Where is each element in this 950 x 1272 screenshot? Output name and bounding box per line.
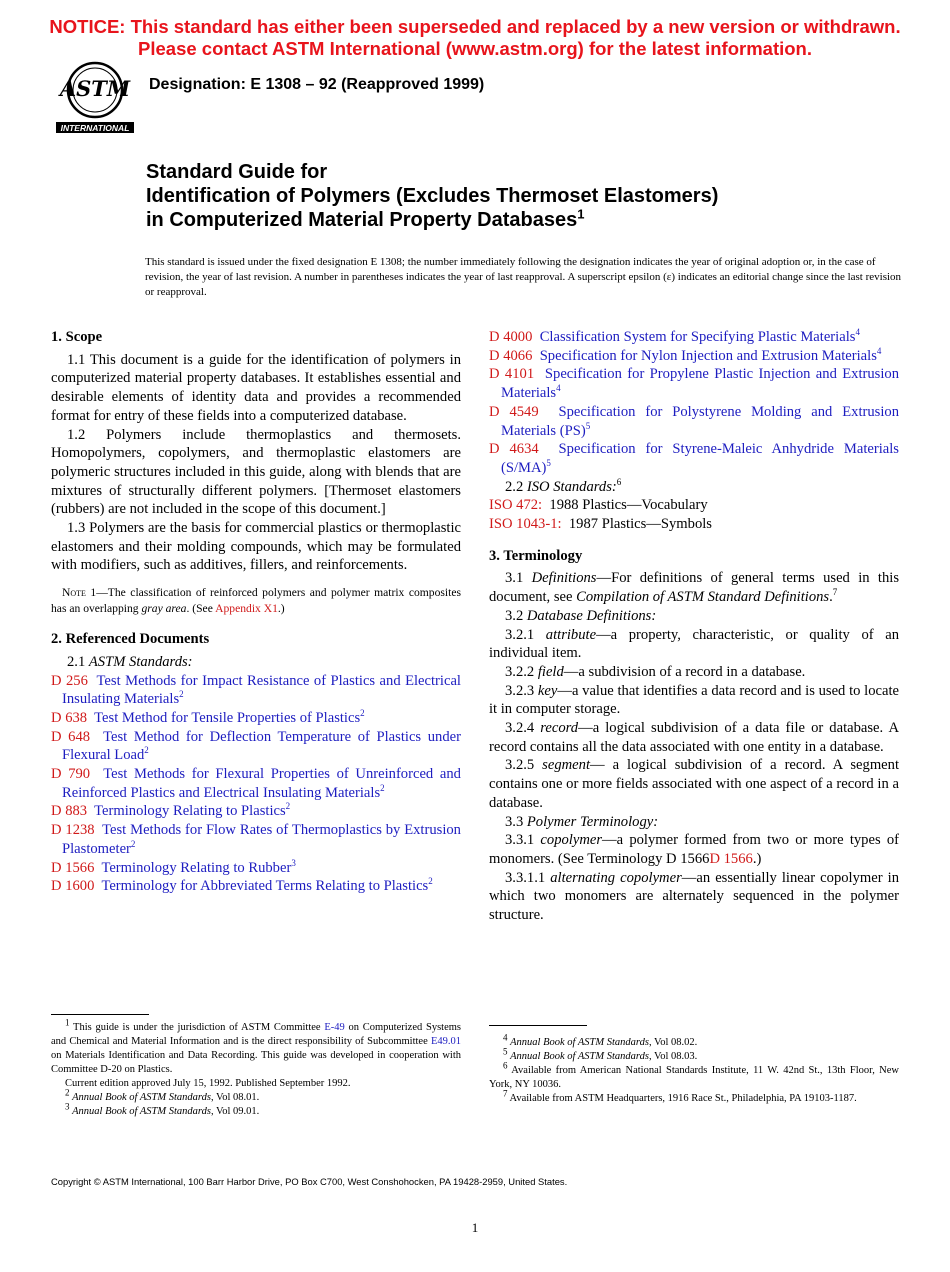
iso-reference-list	[489, 496, 899, 533]
reference-code-link[interactable]: D 4101	[489, 366, 535, 383]
note-1	[51, 585, 461, 617]
definition-text: —a logical subdivision of a data file or database. A record contains all the data associated with one entity in a database.	[489, 720, 899, 755]
iso-reference-item	[489, 496, 899, 515]
e49-link[interactable]: E-49	[324, 1022, 345, 1033]
t3311-term: alternating copolymer	[550, 869, 682, 886]
notice-line-1: NOTICE: This standard has either been superseded and replaced by a new version or withdrawn.	[49, 16, 901, 37]
footnote-rule-left	[51, 1014, 149, 1015]
footnote-2	[51, 1087, 461, 1105]
reference-footnote-ref[interactable]: 2	[285, 801, 291, 812]
designation: Designation: E 1308 – 92 (Reapproved 1999)	[149, 76, 485, 93]
definition-term: record	[540, 720, 579, 737]
fn5-text: , Vol 08.03.	[648, 1051, 698, 1062]
iso-reference-item	[489, 515, 899, 534]
definition-term: field	[537, 663, 564, 680]
title-line-1: Standard Guide for	[146, 161, 328, 183]
t3311-num: 3.3.1.1	[505, 869, 551, 886]
reference-item	[489, 365, 899, 402]
paragraph-1-1: 1.1 This document is a guide for the identification of polymers in computerized material property databases. It establishes essential and desirable elements of identity data and provides a recommended format for entry of these fields into a computerized database.	[51, 351, 461, 424]
notice-banner	[0, 16, 950, 60]
reference-footnote-ref[interactable]: 2	[144, 745, 149, 756]
title-line-3-text: in Computerized Material Property Databases	[146, 209, 578, 231]
reference-code-link[interactable]: D 4634	[489, 441, 539, 458]
reference-title-link[interactable]: Specification for Propylene Plastic Injection and Extrusion Materials	[501, 366, 900, 402]
t331-text: —a polymer formed from two or more types of monomers. (See Terminology D 1566	[489, 832, 899, 867]
reference-item	[489, 403, 899, 440]
t32-label: Database Definitions:	[526, 607, 657, 624]
iso-footnote-ref[interactable]: 6	[616, 476, 622, 487]
paragraph-3-1	[489, 569, 899, 606]
t31-term: Definitions	[531, 570, 597, 587]
reference-footnote-ref[interactable]: 4	[876, 345, 882, 356]
footnote-current-edition: Current edition approved July 15, 1992. Published September 1992.	[65, 1078, 351, 1089]
fn6-text: Available from American National Standards Institute, 11 W. 42nd St., 13th Floor, New York, NY 10036.	[489, 1065, 899, 1090]
reference-title-link[interactable]: Terminology for Abbreviated Terms Relating to Plastics	[101, 878, 429, 895]
t33-num: 3.3	[505, 813, 527, 830]
paragraph-1-3: 1.3 Polymers are the basis for commercial plastics or thermoplastic elastomers and their molding compounds, which may be formulated with modifiers, such as additives, fillers, and reinforcements.	[51, 520, 461, 574]
fn1-num: 1	[65, 1017, 70, 1028]
footnote-7	[489, 1088, 899, 1106]
title-line-2: Identification of Polymers (Excludes Thermoset Elastomers)	[146, 185, 719, 207]
t31-text: —For definitions of general terms used in this document, see	[489, 570, 899, 606]
section-2-heading: 2. Referenced Documents	[51, 631, 210, 648]
definition-text: —a property, characteristic, or quality of an individual item.	[489, 626, 899, 662]
reference-footnote-ref[interactable]: 2	[130, 839, 136, 850]
t31-footnote-ref[interactable]: 7	[832, 587, 838, 598]
reference-item	[489, 347, 899, 366]
definition-term: segment	[542, 757, 590, 774]
reference-item	[489, 440, 899, 477]
reference-code-link[interactable]: D 1238	[51, 822, 95, 839]
reference-code-link[interactable]: D 883	[51, 803, 88, 820]
title-footnote-ref[interactable]: 1	[577, 206, 585, 222]
fn3-num: 3	[65, 1101, 70, 1112]
reference-title-link[interactable]: Test Method for Deflection Temperature of Plastics under Flexural Load	[62, 728, 461, 764]
page-number: 1	[471, 1220, 479, 1235]
note-text-c: .)	[277, 602, 285, 616]
fn1-text-c: on Materials Identification and Data Recording. This guide was developed in cooperation with Committee D-20 on Plastics.	[51, 1050, 461, 1075]
document-title	[146, 160, 886, 232]
reference-code-link[interactable]: D 1566	[51, 859, 95, 876]
fn5-num: 5	[503, 1046, 508, 1057]
issuance-statement: This standard is issued under the fixed designation E 1308; the number immediately following the designation indicates the year of original adoption or, in the case of revision, the year of last revision. A number in parentheses indicates the year of last reapproval. A superscript epsilon (ε) indicates an editorial change since the last revision or reapproval.	[145, 256, 902, 298]
astm-logo-icon	[54, 58, 136, 136]
t331-num: 3.3.1	[505, 832, 541, 849]
reference-title-link[interactable]: Test Methods for Flow Rates of Thermoplastics by Extrusion Plastometer	[62, 822, 461, 857]
footnotes-right	[489, 1032, 899, 1106]
reference-footnote-ref[interactable]: 3	[291, 857, 296, 868]
fn4-num: 4	[503, 1032, 508, 1043]
note-italic: gray area	[141, 602, 187, 616]
paragraph-3-3	[489, 813, 899, 832]
copyright-line: Copyright © ASTM International, 100 Barr Harbor Drive, PO Box C700, West Conshohocken, PA 19428-2959, United States.	[51, 1176, 568, 1187]
reference-footnote-ref[interactable]: 2	[380, 782, 385, 793]
reference-footnote-ref[interactable]: 2	[360, 708, 365, 719]
reference-footnote-ref[interactable]: 4	[855, 327, 860, 338]
definition-term: key	[537, 682, 558, 699]
paragraph-1-2: 1.2 Polymers include thermoplastics and thermosets. Homopolymers, copolymers, and thermoplastic elastomers are polymeric structures included in this guide, along with blends that are mixtures of structurally different polymers. [Thermoset elastomers (rubbers) are not included in the scope of this document.]	[51, 426, 461, 518]
astm-standards-text: ASTM Standards:	[88, 653, 193, 670]
reference-title-link[interactable]: Specification for Polystyrene Molding and Extrusion Materials (PS)	[501, 403, 899, 439]
astm-logo-letters: ASTM	[59, 76, 131, 101]
iso-code-link[interactable]: ISO 1043-1:	[489, 516, 562, 533]
t32-num: 3.2	[505, 607, 527, 624]
iso-title: 1987 Plastics—Symbols	[568, 516, 712, 533]
reference-title-link[interactable]: Terminology Relating to Plastics	[94, 803, 286, 820]
t331-term: copolymer	[540, 832, 603, 849]
definition-num: 3.2.2	[505, 663, 538, 680]
definition-num: 3.2.4	[505, 720, 541, 737]
definition-item	[489, 719, 899, 756]
note-label: Note	[62, 586, 86, 600]
iso-standards-num: 2.2	[505, 478, 527, 495]
t31-num: 3.1	[505, 570, 532, 587]
fn4-text: , Vol 08.02.	[648, 1037, 698, 1048]
reference-footnote-ref[interactable]: 5	[585, 420, 591, 431]
footnote-5	[489, 1046, 899, 1064]
fn2-italic: Annual Book of ASTM Standards	[72, 1092, 211, 1103]
reference-item	[51, 765, 461, 802]
reference-item	[51, 877, 461, 896]
fn5-italic: Annual Book of ASTM Standards	[510, 1051, 649, 1062]
fn1-text-b: on Computerized Systems and Chemical and Material Information and is the direct responsibility of Subcommittee	[51, 1022, 461, 1047]
definition-item	[489, 682, 899, 719]
reference-item	[51, 859, 461, 878]
reference-title-link[interactable]: Specification for Styrene-Maleic Anhydride Materials (S/MA)	[501, 441, 899, 476]
footnotes-left	[51, 1017, 461, 1119]
left-column	[51, 328, 461, 896]
fn7-num: 7	[503, 1088, 508, 1099]
t33-label: Polymer Terminology:	[526, 813, 659, 830]
title-line-3	[146, 208, 886, 232]
reference-code-link[interactable]: D 1600	[51, 878, 95, 895]
astm-standards-label	[51, 653, 461, 672]
definition-text: — a logical subdivision of a record. A segment contains one or more fields associated with one aspect of a record in a database.	[489, 757, 899, 811]
fn1-text-a: This guide is under the jurisdiction of ASTM Committee	[69, 1022, 325, 1033]
iso-standards-label	[489, 478, 899, 497]
reference-title-link[interactable]: Test Method for Tensile Properties of Plastics	[94, 709, 361, 726]
e4901-link[interactable]: E49.01	[430, 1036, 461, 1047]
reference-title-link[interactable]: Test Methods for Flexural Properties of Unreinforced and Reinforced Plastics and Electrical Insulating Materials	[62, 766, 461, 801]
reference-item	[51, 802, 461, 821]
astm-logo-international: INTERNATIONAL	[60, 123, 130, 133]
fn2-num: 2	[65, 1087, 70, 1098]
reference-item	[51, 728, 461, 765]
fn3-text: , Vol 09.01.	[210, 1106, 260, 1117]
section-1-heading: 1. Scope	[51, 329, 103, 345]
footnote-4	[489, 1032, 899, 1050]
footnote-rule-right	[489, 1025, 587, 1026]
t331-end: .)	[752, 850, 762, 867]
definition-item	[489, 663, 899, 682]
reference-footnote-ref[interactable]: 2	[179, 689, 184, 700]
iso-title: 1988 Plastics—Vocabulary	[549, 497, 708, 514]
note-text-a: 1—The classification of reinforced polymers and polymer matrix composites has an overlapping	[51, 586, 461, 616]
astm-standards-num: 2.1	[67, 653, 89, 670]
reference-title-link[interactable]: Test Methods for Impact Resistance of Plastics and Electrical Insulating Materials	[62, 672, 461, 708]
definition-item	[489, 756, 899, 812]
reference-title-link[interactable]: Specification for Nylon Injection and Extrusion Materials	[539, 347, 877, 364]
iso-standards-text: ISO Standards:	[526, 478, 617, 495]
reference-title-link[interactable]: Terminology Relating to Rubber	[101, 859, 292, 876]
definition-num: 3.2.1	[505, 626, 546, 643]
footnote-3	[51, 1101, 461, 1119]
reference-code-link[interactable]: D 790	[51, 766, 91, 783]
reference-item	[51, 821, 461, 858]
paragraph-3-3-1	[489, 831, 899, 868]
t31-italic: Compilation of ASTM Standard Definitions	[576, 589, 830, 606]
notice-line-2: Please contact ASTM International (www.astm.org) for the latest information.	[138, 38, 812, 59]
paragraph-3-2	[489, 607, 899, 626]
note-text-b: . (See	[186, 602, 216, 616]
fn3-italic: Annual Book of ASTM Standards	[72, 1106, 211, 1117]
reference-footnote-ref[interactable]: 2	[428, 876, 433, 887]
definition-num: 3.2.3	[505, 682, 538, 699]
reference-code-link[interactable]: D 4066	[489, 347, 533, 364]
definition-item	[489, 626, 899, 663]
reference-code-link[interactable]: D 256	[51, 672, 88, 689]
reference-footnote-ref[interactable]: 5	[546, 458, 551, 469]
t3311-text: —an essentially linear copolymer in which two monomers are alternately sequenced in the polymer structure.	[489, 869, 900, 924]
definition-term: attribute	[545, 626, 597, 643]
appendix-x1-link[interactable]: Appendix X1	[215, 602, 278, 616]
reference-code-link[interactable]: D 648	[51, 728, 91, 745]
fn2-text: , Vol 08.01.	[210, 1092, 260, 1103]
astm-logo	[54, 58, 136, 136]
definition-text: —a value that identifies a data record and is used to locate it in computer storage.	[489, 682, 899, 718]
footnote-6	[489, 1060, 899, 1092]
reference-item	[489, 328, 899, 347]
reference-item	[51, 709, 461, 728]
reference-code-link[interactable]: D 638	[51, 709, 88, 726]
footnote-1	[51, 1017, 461, 1077]
definition-num: 3.2.5	[505, 757, 543, 774]
paragraph-3-3-1-1	[489, 869, 899, 925]
fn7-text: Available from ASTM Headquarters, 1916 Race St., Philadelphia, PA 19103-1187.	[507, 1093, 857, 1104]
t31-end: .	[829, 589, 833, 606]
astm-reference-list-continued	[489, 328, 899, 478]
reference-code-link[interactable]: D 4000	[489, 329, 533, 345]
reference-footnote-ref[interactable]: 4	[556, 383, 561, 394]
iso-code-link[interactable]: ISO 472:	[489, 497, 543, 514]
reference-item	[51, 672, 461, 709]
section-3-heading: 3. Terminology	[489, 547, 583, 564]
fn6-num: 6	[503, 1060, 508, 1071]
reference-title-link[interactable]: Classification System for Specifying Plastic Materials	[539, 329, 856, 345]
astm-reference-list	[51, 672, 461, 896]
database-definitions	[489, 626, 899, 813]
reference-code-link[interactable]: D 4549	[489, 403, 539, 420]
d1566-link[interactable]: D 1566	[709, 850, 753, 867]
definition-text: —a subdivision of a record in a database.	[563, 663, 806, 680]
fn4-italic: Annual Book of ASTM Standards	[510, 1037, 649, 1048]
right-column	[489, 328, 899, 925]
